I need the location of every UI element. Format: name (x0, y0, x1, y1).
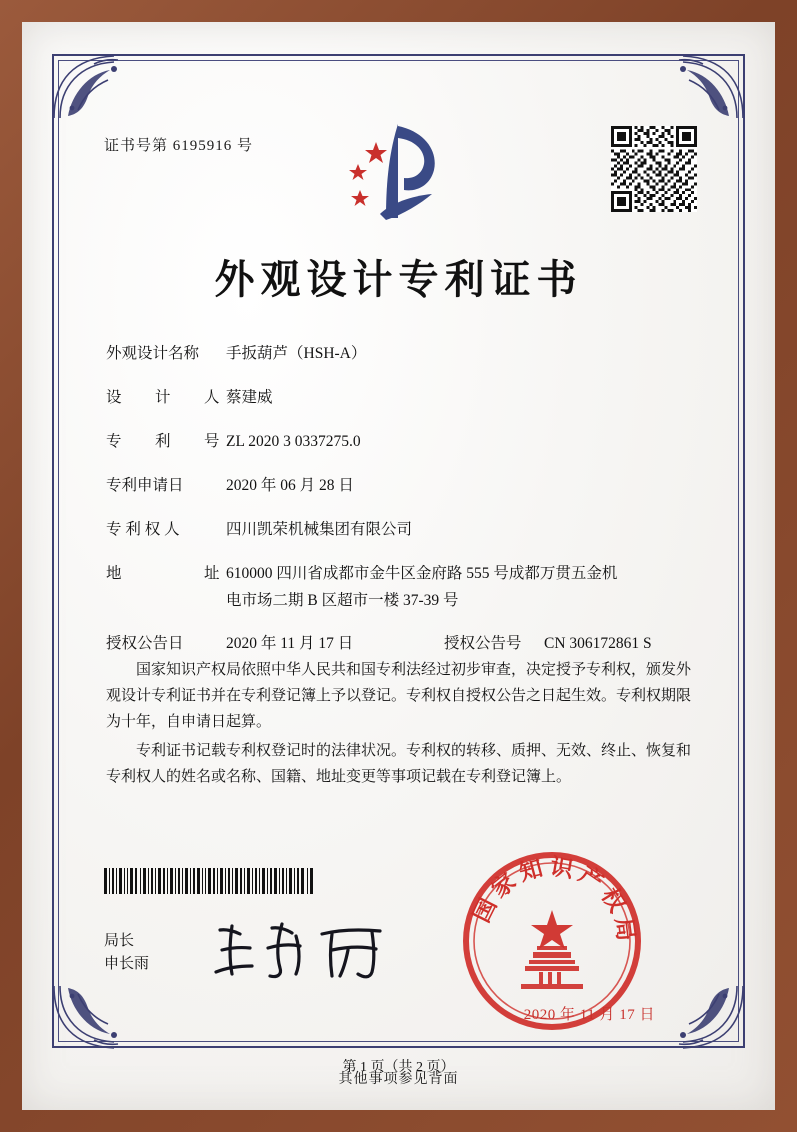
field-label-announcement-date: 授权公告日 (106, 635, 184, 653)
field-value: 四川凯荣机械集团有限公司 (226, 520, 413, 538)
paragraph-1: 国家知识产权局依照中华人民共和国专利法经过初步审查，决定授予专利权，颁发外观设计专利证书并在专利登记簿上予以登记。专利权自授权公告之日起生效。专利权期限为十年，自申请日起算。 (106, 662, 692, 730)
field-value: ZL 2020 3 0337275.0 (226, 432, 361, 450)
certificate-sheet (22, 22, 775, 1110)
signature-role-label: 局长 (104, 933, 135, 949)
certificate-content (82, 78, 715, 1075)
signature-name: 申长雨 (104, 956, 150, 973)
field-design-name (106, 344, 691, 365)
field-address (106, 564, 691, 612)
field-value-group (226, 564, 691, 612)
field-label-announcement-number: 授权公告号 (444, 635, 522, 653)
field-value: 610000 四川省成都市金牛区金府路 555 号成都万贯五金机 (226, 564, 618, 582)
field-value: 2020 年 06 月 28 日 (226, 476, 354, 494)
legal-text (106, 658, 691, 795)
field-value-announcement-date: 2020 年 11 月 17 日 (226, 635, 354, 653)
svg-text:国家知识产权局: 国家知识产权局 (467, 852, 641, 948)
field-label: 专 利 权 人 (106, 520, 180, 538)
field-label: 外观设计名称 (106, 345, 200, 362)
field-designer (106, 388, 691, 409)
field-patent-number (106, 432, 691, 453)
field-value: 手扳葫芦（HSH-A） (226, 345, 367, 362)
field-application-date (106, 476, 691, 497)
certificate-number: 证书号第 6195916 号 (104, 138, 254, 154)
handwritten-signature-icon (212, 916, 412, 986)
footer-note: 其他事项参见背面 (338, 1072, 459, 1087)
page-title: 外观设计专利证书 (214, 256, 583, 303)
qr-code (611, 126, 697, 212)
field-label: 设 计 人 (106, 388, 229, 406)
barcode (104, 868, 314, 894)
field-label: 专 利 号 (106, 432, 229, 450)
paragraph-2: 专利证书记载专利权登记时的法律状况。专利权的转移、质押、无效、终止、恢复和专利权人的姓名或名称、国籍、地址变更等事项记载在专利登记簿上。 (106, 743, 692, 786)
seal-date: 2020 年 11 月 17 日 (523, 1007, 655, 1023)
cnipa-logo-icon (334, 118, 464, 228)
field-announcement (106, 634, 691, 655)
signature-block (104, 930, 149, 977)
field-patentee (106, 520, 691, 541)
field-value-line2: 电市场二期 B 区超市一楼 37-39 号 (226, 591, 459, 609)
field-value: 蔡建威 (226, 388, 273, 406)
field-value-announcement-number: CN 306172861 S (544, 635, 652, 653)
fields-block (106, 344, 691, 678)
field-label: 专利申请日 (106, 476, 184, 494)
field-label: 地 址 (106, 564, 229, 582)
page-number: 第 1 页（共 2 页） (342, 1060, 455, 1075)
